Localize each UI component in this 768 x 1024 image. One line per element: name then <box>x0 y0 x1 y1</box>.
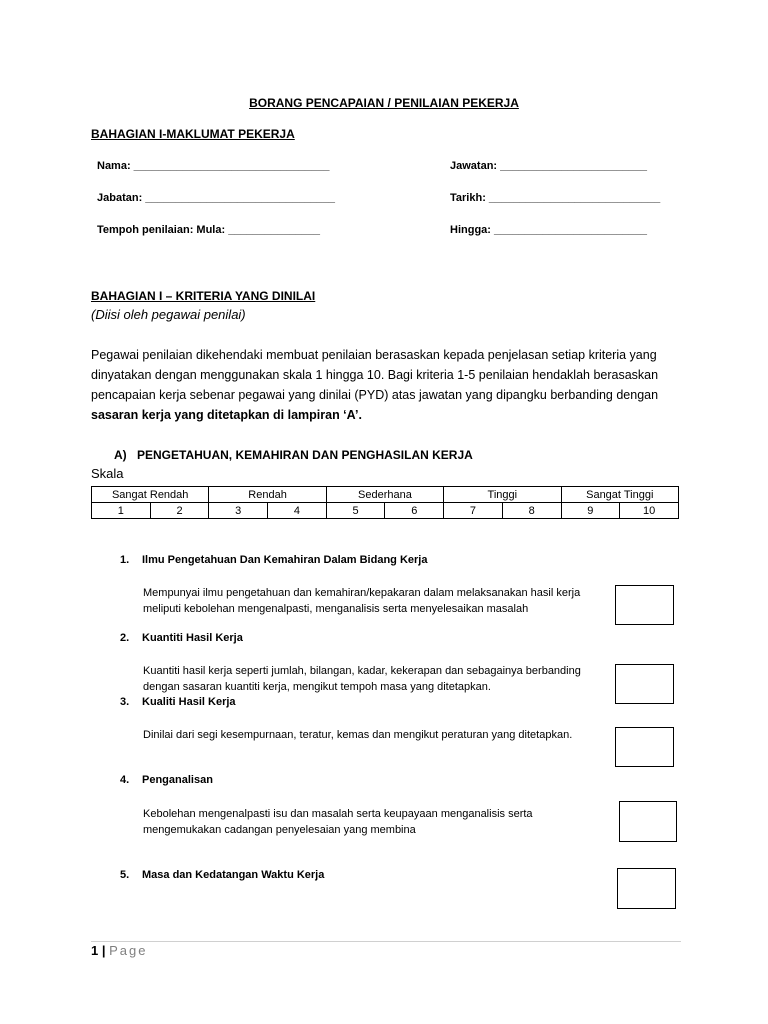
criterion-1-number: 1. <box>120 554 130 566</box>
nama-field[interactable]: Nama: ________________________________ <box>97 160 330 172</box>
criterion-2-description: Kuantiti hasil kerja seperti jumlah, bilangan, kadar, kekerapan dan sebagainya berbanding dengan sasaran kuantiti kerja, mengikut tempoh masa yang ditetapkan. <box>143 665 581 693</box>
criterion-1-score-box[interactable] <box>615 585 674 625</box>
tarikh-field[interactable]: Tarikh: ____________________________ <box>450 192 661 204</box>
criterion-3-title: Kualiti Hasil Kerja <box>142 696 236 708</box>
criterion-4-score-box[interactable] <box>619 801 677 842</box>
page-separator: | <box>101 943 106 958</box>
criterion-4-title: Penganalisan <box>142 774 213 786</box>
criterion-4-description: Kebolehan mengenalpasti isu dan masalah serta keupayaan menganalisis serta mengemukakan cadangan penyelesaian yang membina <box>143 808 533 836</box>
scale-value: 1 <box>92 503 151 519</box>
scale-value: 7 <box>444 503 503 519</box>
scale-value-row <box>92 503 679 519</box>
instruction-bold-text: sasaran kerja yang ditetapkan di lampiran ‘A’. <box>91 408 362 422</box>
scale-category-row <box>92 487 679 503</box>
scale-value: 9 <box>561 503 620 519</box>
section2-heading: BAHAGIAN I – KRITERIA YANG DINILAI <box>91 289 316 303</box>
scale-category: Sederhana <box>326 487 443 503</box>
instruction-paragraph <box>91 345 681 425</box>
page-number: 1 <box>91 943 99 958</box>
scale-value: 10 <box>620 503 679 519</box>
criterion-2-score-box[interactable] <box>615 664 674 704</box>
tempoh-field[interactable]: Tempoh penilaian: Mula: _______________ <box>97 224 320 236</box>
criterion-3-score-box[interactable] <box>615 727 674 767</box>
criterion-5-score-box[interactable] <box>617 868 676 909</box>
page-word: Page <box>109 943 148 958</box>
scale-category: Sangat Tinggi <box>561 487 679 503</box>
criterion-5-title: Masa dan Kedatangan Waktu Kerja <box>142 869 325 881</box>
part-a-label: A) <box>114 448 127 462</box>
criterion-2-number: 2. <box>120 632 130 644</box>
scale-category: Tinggi <box>444 487 561 503</box>
rating-scale-table <box>91 486 679 519</box>
part-a-title: PENGETAHUAN, KEMAHIRAN DAN PENGHASILAN KERJA <box>137 448 473 462</box>
hingga-field[interactable]: Hingga: _________________________ <box>450 224 647 236</box>
criterion-4-number: 4. <box>120 774 130 786</box>
scale-value: 3 <box>209 503 268 519</box>
scale-category: Rendah <box>209 487 326 503</box>
page-footer <box>91 943 148 958</box>
criterion-5-number: 5. <box>120 869 130 881</box>
scale-value: 4 <box>268 503 327 519</box>
scale-value: 6 <box>385 503 444 519</box>
section1-heading: BAHAGIAN I-MAKLUMAT PEKERJA <box>91 127 295 141</box>
scale-category: Sangat Rendah <box>92 487 209 503</box>
scale-value: 2 <box>150 503 209 519</box>
footer-divider <box>91 941 681 942</box>
jabatan-field[interactable]: Jabatan: _______________________________ <box>97 192 335 204</box>
criterion-3-description: Dinilai dari segi kesempurnaan, teratur, kemas dan mengikut peraturan yang ditetapkan. <box>143 729 573 741</box>
criterion-3-number: 3. <box>120 696 130 708</box>
jawatan-field[interactable]: Jawatan: ________________________ <box>450 160 647 172</box>
form-title: BORANG PENCAPAIAN / PENILAIAN PEKERJA <box>249 96 519 110</box>
criterion-1-description: Mempunyai ilmu pengetahuan dan kemahiran/kepakaran dalam melaksanakan hasil kerja meliputi kebolehan mengenalpasti, menganalisis serta menyelesaikan masalah <box>143 587 581 615</box>
scale-label: Skala <box>91 466 124 481</box>
scale-value: 5 <box>326 503 385 519</box>
criterion-1-title: Ilmu Pengetahuan Dan Kemahiran Dalam Bidang Kerja <box>142 554 428 566</box>
criterion-2-title: Kuantiti Hasil Kerja <box>142 632 243 644</box>
section2-note: (Diisi oleh pegawai penilai) <box>91 307 246 322</box>
scale-value: 8 <box>502 503 561 519</box>
instruction-text: Pegawai penilaian dikehendaki membuat penilaian berasaskan kepada penjelasan setiap kriteria yang dinyatakan dengan menggunakan skala 1 hingga 10. Bagi kriteria 1-5 penilaian hendaklah berasaskan pencapaian kerja sebenar pegawai yang dinilai (PYD) atas jawatan yang dipangku berbanding dengan <box>91 348 659 402</box>
